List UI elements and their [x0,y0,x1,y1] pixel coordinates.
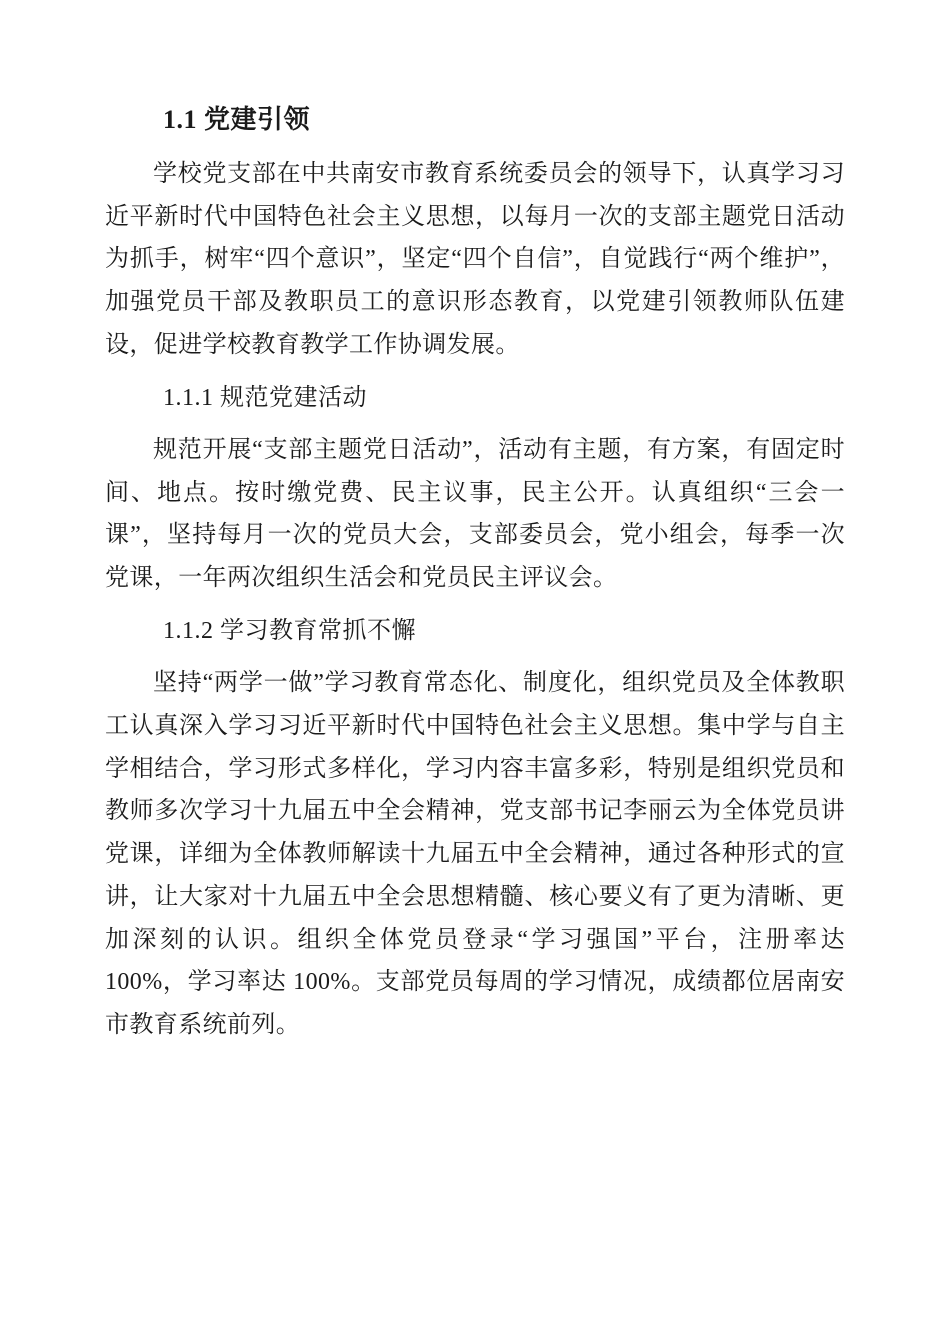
section-heading-1-1-1: 1.1.1 规范党建活动 [163,384,367,411]
section-heading-1-1: 1.1 党建引领 [163,105,311,134]
paragraph-1-1-1: 学校党支部在中共南安市教育系统委员会的领导下，认真学习习近平新时代中国特色社会主义思想，以每月一次的支部主题党日活动为抓手，树牢“四个意识”，坚定“四个自信”，自觉践行“两个维护”，加强党员干部及教职员工的意识形态教育，以党建引领教师队伍建设，促进学校教育教学工作协调发展。 [105,161,845,358]
document-body [105,100,845,1047]
paragraph-1-1-2-1: 坚持“两学一做”学习教育常态化、制度化，组织党员及全体教职工认真深入学习习近平新时代中国特色社会主义思想。集中学与自主学相结合，学习形式多样化，学习内容丰富多彩，特别是组织党员和教师多次学习十九届五中全会精神，党支部书记李丽云为全体党员讲党课，详细为全体教师解读十九届五中全会精神，通过各种形式的宣讲，让大家对十九届五中全会思想精髓、核心要义有了更为清晰、更加深刻的认识。组织全体党员登录“学习强国”平台，注册率达 100%，学习率达 100%。支部党员每周的学习情况，成绩都位居南安市教育系统前列。 [105,670,845,1038]
paragraph-1-1-1-1: 规范开展“支部主题党日活动”，活动有主题，有方案，有固定时间、地点。按时缴党费、民主议事，民主公开。认真组织“三会一课”，坚持每月一次的党员大会，支部委员会，党小组会，每季一次党课，一年两次组织生活会和党员民主评议会。 [105,436,845,592]
section-heading-1-1-2: 1.1.2 学习教育常抓不懈 [163,617,416,644]
